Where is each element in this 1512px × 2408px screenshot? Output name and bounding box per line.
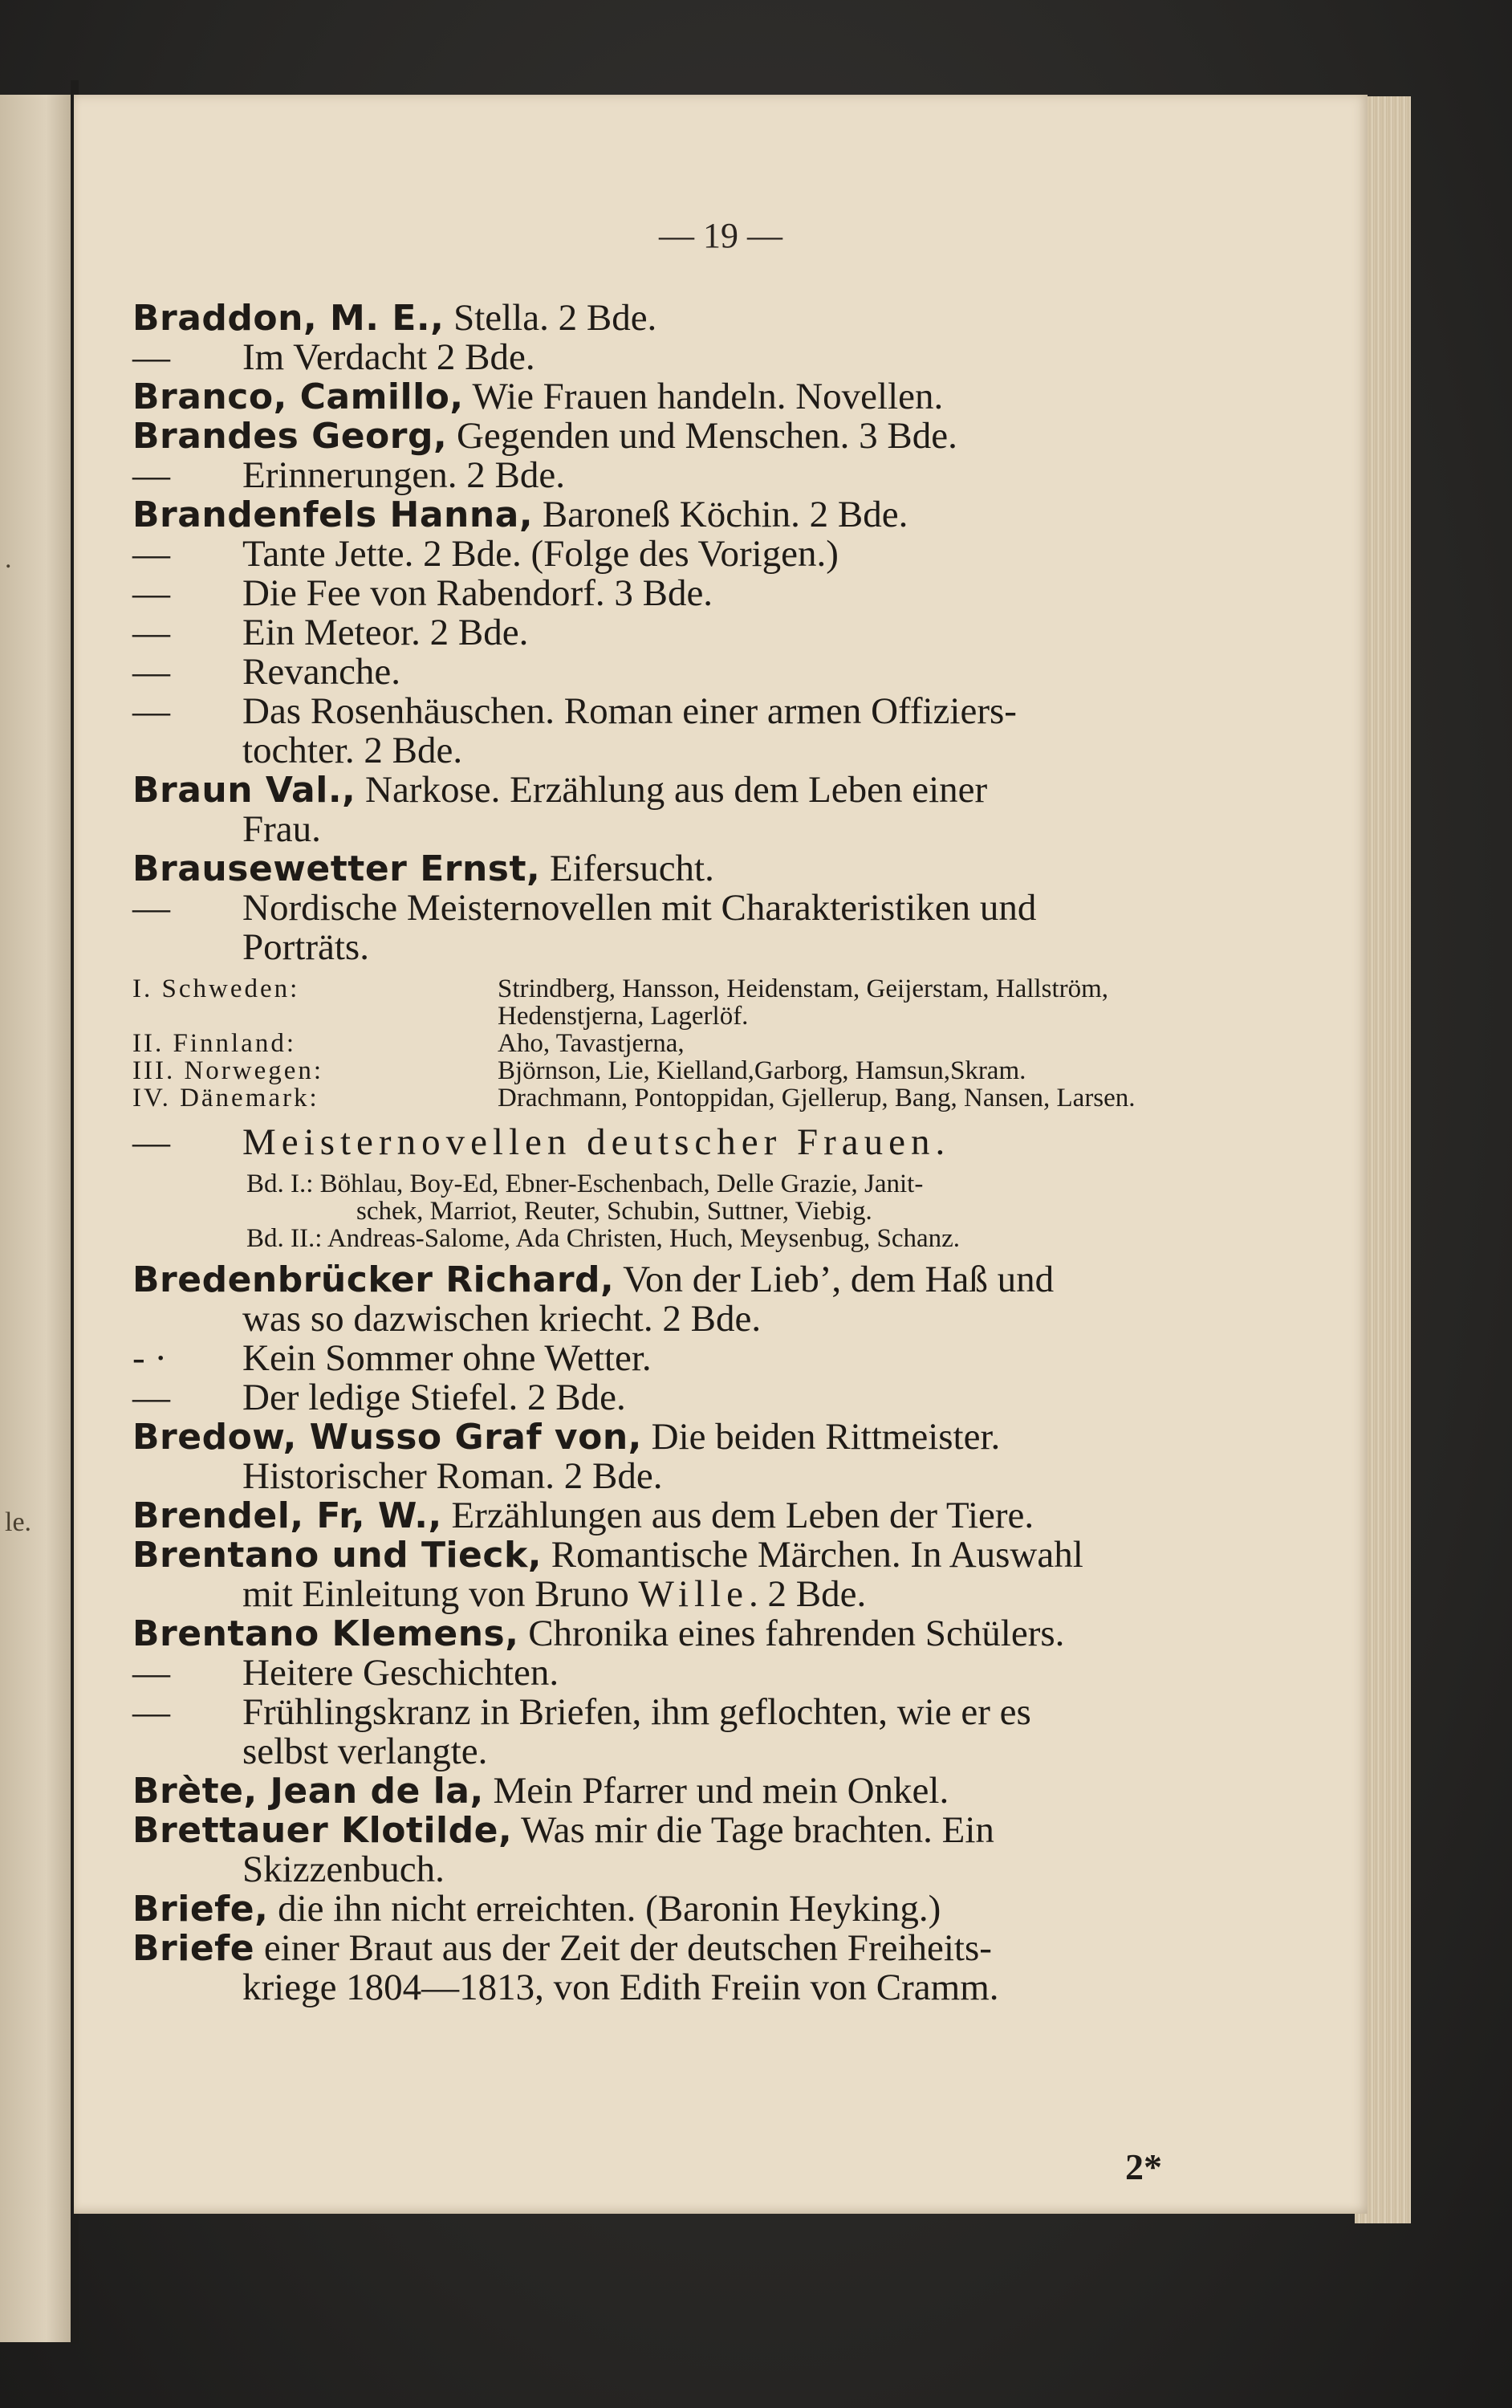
entry-text: Erzählungen aus dem Leben der Tiere. — [441, 1495, 1034, 1536]
author-name: Brandenfels Hanna, — [132, 494, 534, 535]
repeat-dash: — — [132, 533, 170, 575]
country-authors: Aho, Tavastjerna, — [498, 1029, 685, 1058]
list-item — [132, 1123, 1176, 1162]
entry-continuation — [132, 1575, 1176, 1614]
list-item — [132, 338, 1176, 377]
repeat-dash: — — [132, 1377, 170, 1418]
volume-label: Bd. I.: — [246, 1169, 314, 1198]
volume-contents — [132, 1170, 1176, 1252]
author-name: Braddon, M. E., — [132, 298, 445, 339]
list-item — [132, 1653, 1176, 1693]
entry-continuation: Porträts. — [242, 926, 369, 968]
volume-row — [246, 1170, 1176, 1198]
repeat-dash: — — [132, 1121, 170, 1163]
repeat-dash: — — [132, 454, 170, 496]
entry-text: Heitere Geschichten. — [242, 1652, 559, 1694]
list-item — [132, 771, 1176, 810]
author-name: Briefe, — [132, 1889, 269, 1930]
list-item — [132, 495, 1176, 535]
entry-text: einer Braut aus der Zeit der deutschen Freiheits- — [254, 1927, 992, 1969]
list-item — [132, 535, 1176, 574]
list-item — [132, 1536, 1176, 1575]
entry-text: Meisternovellen deutscher Frauen. — [242, 1121, 951, 1163]
volume-authors: Andreas-Salome, Ada Christen, Huch, Meysenbug, Schanz. — [322, 1224, 961, 1253]
entry-text: Die Fee von Rabendorf. 3 Bde. — [242, 572, 713, 614]
list-item — [132, 1260, 1176, 1300]
author-name: Bredow, Wusso Graf von, — [132, 1417, 642, 1458]
list-item — [132, 377, 1176, 417]
entry-text: Stella. 2 Bde. — [444, 297, 657, 339]
entry-continuation: kriege 1804—1813, von Edith Freiin von Cramm. — [242, 1967, 999, 2008]
list-item — [132, 1614, 1176, 1653]
entry-text: Das Rosenhäuschen. Roman einer armen Offiziers- — [242, 690, 1017, 732]
country-label: IV. Dänemark: — [132, 1084, 319, 1112]
entry-text: Wie Frauen handeln. Novellen. — [463, 376, 944, 417]
volume-label: Bd. II.: — [246, 1224, 323, 1253]
list-item — [132, 417, 1176, 456]
list-item — [132, 299, 1176, 338]
repeat-dash: - · — [132, 1337, 168, 1379]
country-label: III. Norwegen: — [132, 1056, 324, 1085]
list-item — [132, 1418, 1176, 1457]
author-name: Brettauer Klotilde, — [132, 1810, 513, 1851]
list-item — [132, 1929, 1176, 1968]
repeat-dash: — — [132, 612, 170, 653]
entry-text: Von der Lieb’, dem Haß und — [614, 1259, 1055, 1300]
table-row — [132, 1084, 1176, 1112]
country-authors: Drachmann, Pontoppidan, Gjellerup, Bang, Nansen, Larsen. — [498, 1084, 1136, 1112]
table-row — [132, 1057, 1176, 1084]
left-page-fragment: le. — [5, 1507, 32, 1537]
continuation-text: mit Einleitung von Bruno — [242, 1573, 639, 1615]
list-item — [132, 1889, 1176, 1929]
entry-continuation: Frau. — [242, 808, 321, 850]
country-label: II. Finnland: — [132, 1029, 296, 1058]
entry-text: Chronika eines fahrenden Schülers. — [518, 1613, 1065, 1654]
entry-text: Revanche. — [242, 651, 401, 693]
entry-text: Im Verdacht 2 Bde. — [242, 336, 535, 378]
repeat-dash: — — [132, 336, 170, 378]
entry-text: Tante Jette. 2 Bde. (Folge des Vorigen.) — [242, 533, 839, 575]
country-label: I. Schweden: — [132, 974, 300, 1003]
entry-text: Die beiden Rittmeister. — [641, 1416, 1001, 1458]
list-item — [132, 1811, 1176, 1850]
entry-continuation: was so dazwischen kriecht. 2 Bde. — [242, 1298, 762, 1340]
list-item — [132, 1378, 1176, 1418]
country-authors: Björnson, Lie, Kielland,Garborg, Hamsun,Skram. — [498, 1056, 1026, 1085]
entry-continuation: selbst verlangte. — [242, 1731, 488, 1772]
list-item — [132, 456, 1176, 495]
printer-signature-mark: 2* — [1125, 2146, 1162, 2187]
entry-text: Frühlingskranz in Briefen, ihm geflochten, wie er es — [242, 1691, 1031, 1733]
entry-text: Mein Pfarrer und mein Onkel. — [483, 1770, 949, 1812]
entry-text: Erinnerungen. 2 Bde. — [242, 454, 566, 496]
author-name: Briefe — [132, 1928, 255, 1969]
list-item — [132, 1693, 1176, 1732]
list-item — [132, 1339, 1176, 1378]
author-name: Brendel, Fr, W., — [132, 1495, 442, 1536]
continuation-text: . 2 Bde. — [749, 1573, 867, 1615]
list-item — [132, 574, 1176, 613]
list-item — [132, 1496, 1176, 1536]
author-name: Brentano Klemens, — [132, 1613, 519, 1654]
list-item — [132, 613, 1176, 653]
repeat-dash: — — [132, 887, 170, 929]
repeat-dash: — — [132, 572, 170, 614]
entry-continuation: tochter. 2 Bde. — [242, 730, 463, 771]
table-row — [132, 1030, 1176, 1057]
entry-text: Ein Meteor. 2 Bde. — [242, 612, 529, 653]
entry-text: Was mir die Tage brachten. Ein — [512, 1809, 994, 1851]
entry-text: die ihn nicht erreichten. (Baronin Heyking.) — [268, 1888, 941, 1930]
entry-text: Baroneß Köchin. 2 Bde. — [533, 494, 908, 535]
author-name: Brète, Jean de la, — [132, 1771, 484, 1812]
entry-text: Nordische Meisternovellen mit Charakteristiken und — [242, 887, 1037, 929]
left-page-fragment: . — [5, 544, 12, 574]
entry-text: Kein Sommer ohne Wetter. — [242, 1337, 652, 1379]
author-name: Branco, Camillo, — [132, 376, 464, 417]
table-row — [132, 975, 1176, 1030]
entry-continuation: Skizzenbuch. — [242, 1849, 445, 1890]
repeat-dash: — — [132, 690, 170, 732]
entry-text: Gegenden und Menschen. 3 Bde. — [447, 415, 957, 457]
entry-text: Der ledige Stiefel. 2 Bde. — [242, 1377, 626, 1418]
list-item — [132, 849, 1176, 889]
author-name: Bredenbrücker Richard, — [132, 1259, 615, 1300]
author-name: Brandes Georg, — [132, 416, 448, 457]
list-item — [132, 653, 1176, 692]
list-item — [132, 692, 1176, 731]
volume-authors: Böhlau, Boy-Ed, Ebner-Eschenbach, Delle Grazie, Janit- — [313, 1169, 924, 1198]
author-name: Braun Val., — [132, 770, 356, 811]
entry-text: Romantische Märchen. In Auswahl — [541, 1534, 1083, 1576]
country-table — [132, 975, 1176, 1112]
catalog-listing — [132, 299, 1176, 2007]
author-name: Brentano und Tieck, — [132, 1535, 542, 1576]
page-number: — 19 — — [659, 216, 782, 255]
entry-continuation: Historischer Roman. 2 Bde. — [242, 1455, 663, 1497]
entry-text: Eifersucht. — [540, 848, 714, 889]
country-authors: Strindberg, Hansson, Heidenstam, Geijerstam, Hallström, Hedenstjerna, Lagerlöf. — [498, 974, 1109, 1031]
previous-page-edge — [0, 95, 77, 2342]
repeat-dash: — — [132, 1652, 170, 1694]
volume-continuation: schek, Marriot, Reuter, Schubin, Suttner, Viebig. — [356, 1197, 872, 1226]
author-name: Brausewetter Ernst, — [132, 848, 541, 889]
list-item — [132, 889, 1176, 928]
volume-row — [246, 1225, 1176, 1252]
editor-name: Wille — [638, 1573, 749, 1615]
repeat-dash: — — [132, 651, 170, 693]
list-item — [132, 1771, 1176, 1811]
repeat-dash: — — [132, 1691, 170, 1733]
entry-text: Narkose. Erzählung aus dem Leben einer — [356, 769, 988, 811]
